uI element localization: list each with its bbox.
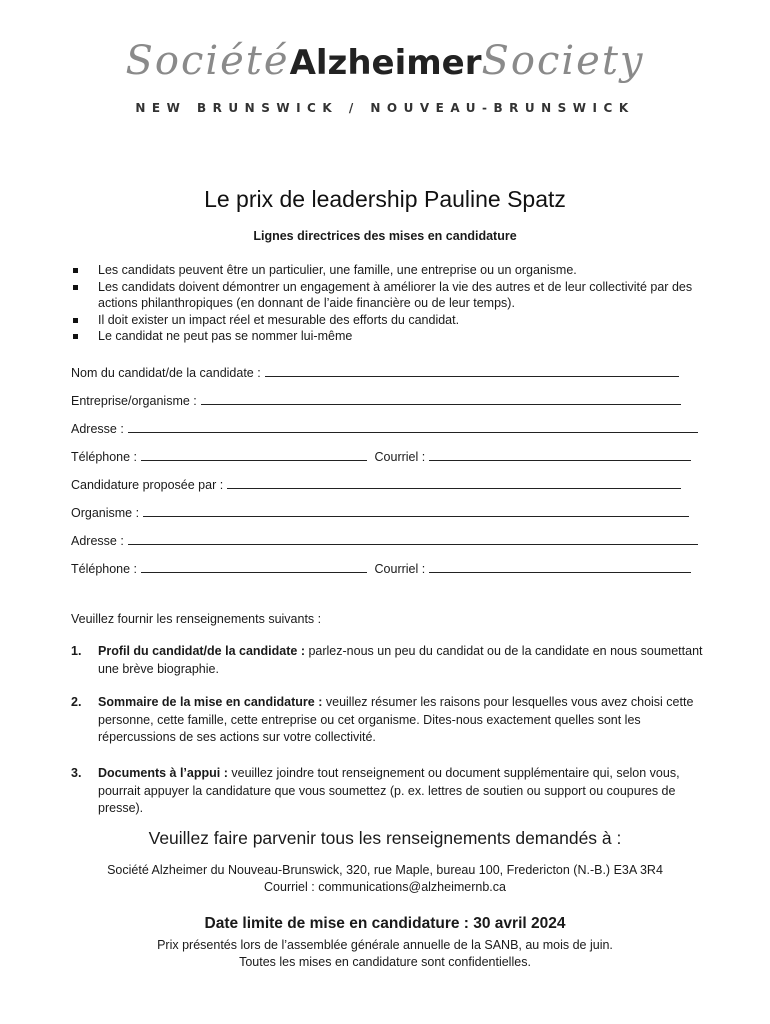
address-row bbox=[71, 420, 698, 436]
send-heading: Veuillez faire parvenir tous les renseignements demandés à : bbox=[148, 828, 622, 848]
page-title: Le prix de leadership Pauline Spatz bbox=[204, 186, 566, 212]
item-number: 3. bbox=[71, 766, 82, 780]
guideline-item: Le candidat ne peut pas se nommer lui-même bbox=[71, 328, 711, 345]
footer-confidential-note: Toutes les mises en candidature sont confidentielles. bbox=[239, 955, 531, 969]
candidate-name-field[interactable] bbox=[265, 364, 679, 377]
nominated-by-field[interactable] bbox=[227, 476, 681, 489]
contact-email: Courriel : communications@alzheimernb.ca bbox=[264, 880, 506, 894]
guideline-item: Il doit exister un impact réel et mesurable des efforts du candidat. bbox=[71, 312, 711, 329]
address2-field[interactable] bbox=[128, 532, 698, 545]
item-heading: Profil du candidat/de la candidate : bbox=[98, 644, 305, 658]
instructions-intro: Veuillez fournir les renseignements suivants : bbox=[71, 612, 322, 626]
item-text: parlez-nous un peu du candidat ou de la candidate en nous soumettant une brève biographie. bbox=[98, 644, 703, 676]
phone-row bbox=[71, 448, 691, 464]
candidate-name-row bbox=[71, 364, 679, 380]
logo-alzheimer: Alzheimer bbox=[289, 43, 482, 83]
phone2-label: Téléphone : bbox=[71, 562, 138, 576]
company-field[interactable] bbox=[201, 392, 681, 405]
company-row bbox=[71, 392, 681, 408]
phone2-row bbox=[71, 560, 691, 576]
email-label: Courriel : bbox=[374, 450, 426, 464]
guidelines-heading: Lignes directrices des mises en candidature bbox=[253, 229, 517, 243]
address2-label: Adresse : bbox=[71, 534, 124, 548]
organization-field[interactable] bbox=[143, 504, 689, 517]
organization-row bbox=[71, 504, 689, 520]
item-text: veuillez résumer les raisons pour lesquelles vous avez choisi cette personne, cette famille, cette entreprise ou cet organisme. Dites-nous exactement quelles sont les répercussions de ses actions sur votre collectivité. bbox=[98, 695, 694, 744]
phone2-field[interactable] bbox=[141, 560, 367, 573]
mailing-address: Société Alzheimer du Nouveau-Brunswick, 320, rue Maple, bureau 100, Fredericton (N.-B.) E3A 3R4 bbox=[107, 863, 663, 877]
item-heading: Documents à l’appui : bbox=[98, 766, 228, 780]
requirement-item bbox=[71, 765, 711, 818]
address-label: Adresse : bbox=[71, 422, 124, 436]
logo-subtitle: NEW BRUNSWICK / NOUVEAU-BRUNSWICK bbox=[135, 101, 635, 115]
email-field[interactable] bbox=[429, 448, 691, 461]
guidelines-list bbox=[71, 262, 711, 345]
item-heading: Sommaire de la mise en candidature : bbox=[98, 695, 323, 709]
company-label: Entreprise/organisme : bbox=[71, 394, 197, 408]
nominated-by-label: Candidature proposée par : bbox=[71, 478, 224, 492]
contact-block bbox=[0, 862, 770, 896]
email2-label: Courriel : bbox=[374, 562, 426, 576]
organization-label: Organisme : bbox=[71, 506, 140, 520]
item-number: 1. bbox=[71, 644, 82, 658]
phone-field[interactable] bbox=[141, 448, 367, 461]
guideline-item: Les candidats doivent démontrer un engagement à améliorer la vie des autres et de leur collectivité par des actions philanthropiques (en donnant de l’aide financière ou de leur temps). bbox=[71, 279, 711, 312]
phone-label: Téléphone : bbox=[71, 450, 138, 464]
deadline: Date limite de mise en candidature : 30 avril 2024 bbox=[204, 915, 566, 932]
candidate-name-label: Nom du candidat/de la candidate : bbox=[71, 366, 261, 380]
logo-society: Society bbox=[481, 38, 645, 84]
nominated-by-row bbox=[71, 476, 681, 492]
item-text: veuillez joindre tout renseignement ou document supplémentaire qui, selon vous, pourrait appuyer la candidature que vous soumettez (p. ex. lettres de soutien ou support ou coupures de presse). bbox=[98, 766, 680, 815]
footer-award-note: Prix présentés lors de l’assemblée générale annuelle de la SANB, au mois de juin. bbox=[157, 938, 613, 952]
requirement-item bbox=[71, 694, 711, 747]
address2-row bbox=[71, 532, 698, 548]
footer-notes bbox=[0, 937, 770, 971]
guideline-item: Les candidats peuvent être un particulier, une famille, une entreprise ou un organisme. bbox=[71, 262, 711, 279]
logo-societe: Société bbox=[125, 38, 290, 84]
requirement-item bbox=[71, 643, 711, 678]
alzheimer-society-logo bbox=[0, 38, 770, 84]
item-number: 2. bbox=[71, 695, 82, 709]
address-field[interactable] bbox=[128, 420, 698, 433]
email2-field[interactable] bbox=[429, 560, 691, 573]
